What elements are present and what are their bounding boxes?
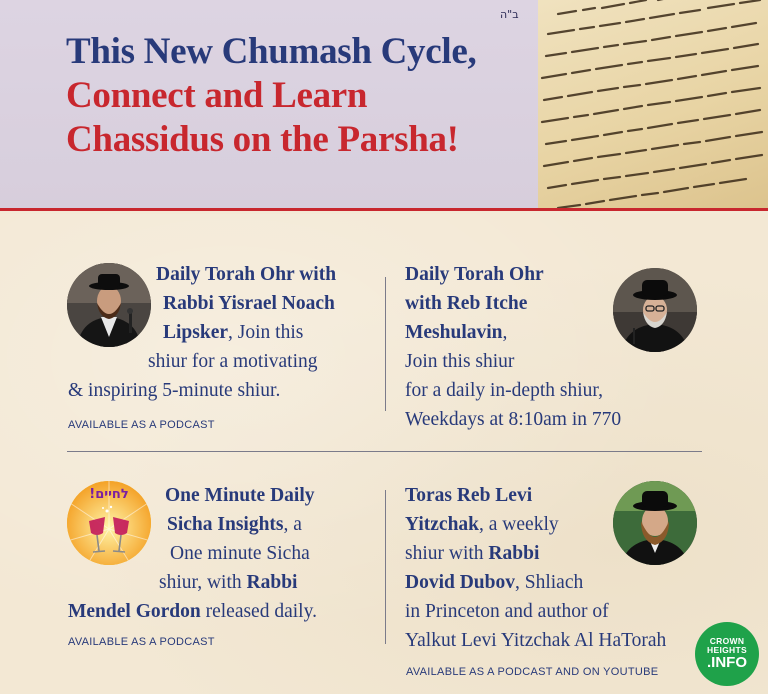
text-line: shiur with Rabbi xyxy=(405,543,540,564)
bh-mark: ב"ה xyxy=(500,8,519,21)
title-line-2: Connect and Learn xyxy=(66,75,368,116)
text-line: Daily Torah Ohr xyxy=(405,264,544,285)
torah-scroll-image xyxy=(538,0,768,211)
title-line-3: Chassidus on the Parsha! xyxy=(66,119,459,160)
text-line: shiur for a motivating xyxy=(148,351,318,372)
text-line: shiur, with Rabbi xyxy=(159,572,298,593)
page-title xyxy=(66,30,536,162)
text-line: Weekdays at 8:10am in 770 xyxy=(405,409,622,430)
logo-line-2: HEIGHTS xyxy=(707,645,747,655)
text-line: One minute Sicha xyxy=(170,543,310,564)
logo-line-1: CROWN xyxy=(709,636,745,646)
crownheights-logo[interactable] xyxy=(695,622,759,686)
caption-podcast-3: AVAILABLE AS A PODCAST xyxy=(68,636,215,648)
text-line: Lipsker, Join this xyxy=(163,322,304,343)
text-line: Yalkut Levi Yitzchak Al HaTorah xyxy=(405,630,667,651)
text-line: Meshulavin, xyxy=(405,322,508,343)
title-line-1: This New Chumash Cycle, xyxy=(66,31,477,72)
text-line: Toras Reb Levi xyxy=(405,485,533,506)
text-line: Yitzchak, a weekly xyxy=(405,514,559,535)
text-line: Mendel Gordon released daily. xyxy=(68,601,317,622)
text-line: Join this shiur xyxy=(405,351,515,372)
header-banner xyxy=(0,0,768,211)
lchaim-badge-text: לחיים! xyxy=(89,487,129,502)
text-line: Daily Torah Ohr with xyxy=(156,264,337,285)
text-line: with Reb Itche xyxy=(405,293,528,314)
caption-podcast-1: AVAILABLE AS A PODCAST xyxy=(68,419,215,431)
text-line: in Princeton and author of xyxy=(405,601,609,622)
shiur-meshulavin-text xyxy=(405,260,705,434)
text-line: One Minute Daily xyxy=(165,485,315,506)
horizontal-divider xyxy=(67,451,702,452)
vertical-divider-top xyxy=(385,277,386,411)
shiur-lipsker-text xyxy=(68,260,368,405)
text-line: & inspiring 5-minute shiur. xyxy=(68,380,281,401)
logo-line-3: .INFO xyxy=(707,654,747,671)
vertical-divider-bottom xyxy=(385,490,386,644)
text-line: Rabbi Yisrael Noach xyxy=(163,293,335,314)
text-line: for a daily in-depth shiur, xyxy=(405,380,603,401)
text-line: Sicha Insights, a xyxy=(167,514,302,535)
text-line: Dovid Dubov, Shliach xyxy=(405,572,584,593)
shiur-sicha-text xyxy=(68,481,368,626)
shiur-dubov-text xyxy=(405,481,705,655)
caption-podcast-youtube: AVAILABLE AS A PODCAST AND ON YOUTUBE xyxy=(406,666,659,678)
